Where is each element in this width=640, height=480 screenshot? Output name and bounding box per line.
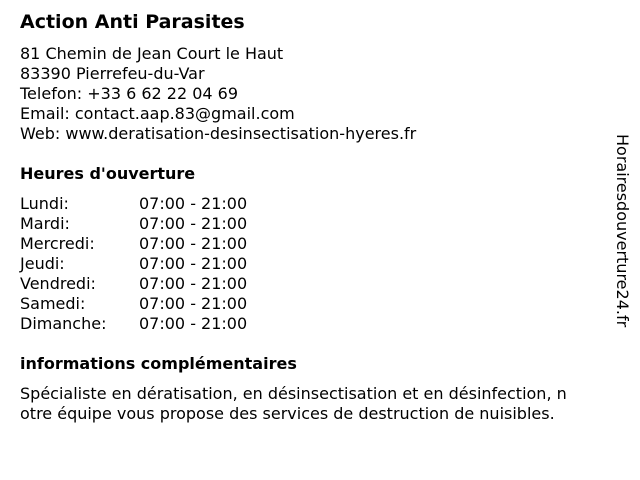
- contact-block: [20, 44, 416, 144]
- phone-line[interactable]: Telefon: +33 6 62 22 04 69: [20, 84, 239, 103]
- hours-row-tuesday: [20, 214, 320, 234]
- day-label: Jeudi:: [20, 254, 65, 273]
- day-label: Dimanche:: [20, 314, 107, 333]
- time-range: 07:00 - 21:00: [139, 274, 248, 293]
- hours-row-wednesday: [20, 234, 320, 254]
- day-label: Mercredi:: [20, 234, 95, 253]
- web-line[interactable]: Web: www.deratisation-desinsectisation-hyeres.fr: [20, 124, 417, 143]
- hours-row-saturday: [20, 294, 320, 314]
- hours-row-sunday: [20, 314, 320, 334]
- day-label: Vendredi:: [20, 274, 96, 293]
- opening-hours-table: [20, 194, 320, 334]
- opening-hours-heading: Heures d'ouverture: [20, 164, 196, 183]
- watermark-text: Horairesdouverture24.fr: [613, 134, 632, 328]
- hours-row-monday: [20, 194, 320, 214]
- address-city: 83390 Pierrefeu-du-Var: [20, 64, 205, 83]
- business-name: Action Anti Parasites: [20, 11, 245, 33]
- time-range: 07:00 - 21:00: [139, 314, 248, 333]
- email-line[interactable]: Email: contact.aap.83@gmail.com: [20, 104, 295, 123]
- day-label: Lundi:: [20, 194, 69, 213]
- time-range: 07:00 - 21:00: [139, 214, 248, 233]
- additional-info-heading: informations complémentaires: [20, 354, 297, 373]
- hours-row-friday: [20, 274, 320, 294]
- watermark-vertical: [612, 134, 632, 372]
- time-range: 07:00 - 21:00: [139, 294, 248, 313]
- day-label: Mardi:: [20, 214, 70, 233]
- additional-info-text: [20, 384, 610, 424]
- day-label: Samedi:: [20, 294, 86, 313]
- hours-row-thursday: [20, 254, 320, 274]
- address-street: 81 Chemin de Jean Court le Haut: [20, 44, 284, 63]
- time-range: 07:00 - 21:00: [139, 194, 248, 213]
- info-line-2: otre équipe vous propose des services de destruction de nuisibles.: [20, 404, 555, 423]
- time-range: 07:00 - 21:00: [139, 234, 248, 253]
- info-line-1: Spécialiste en dératisation, en désinsectisation et en désinfection, n: [20, 384, 567, 403]
- time-range: 07:00 - 21:00: [139, 254, 248, 273]
